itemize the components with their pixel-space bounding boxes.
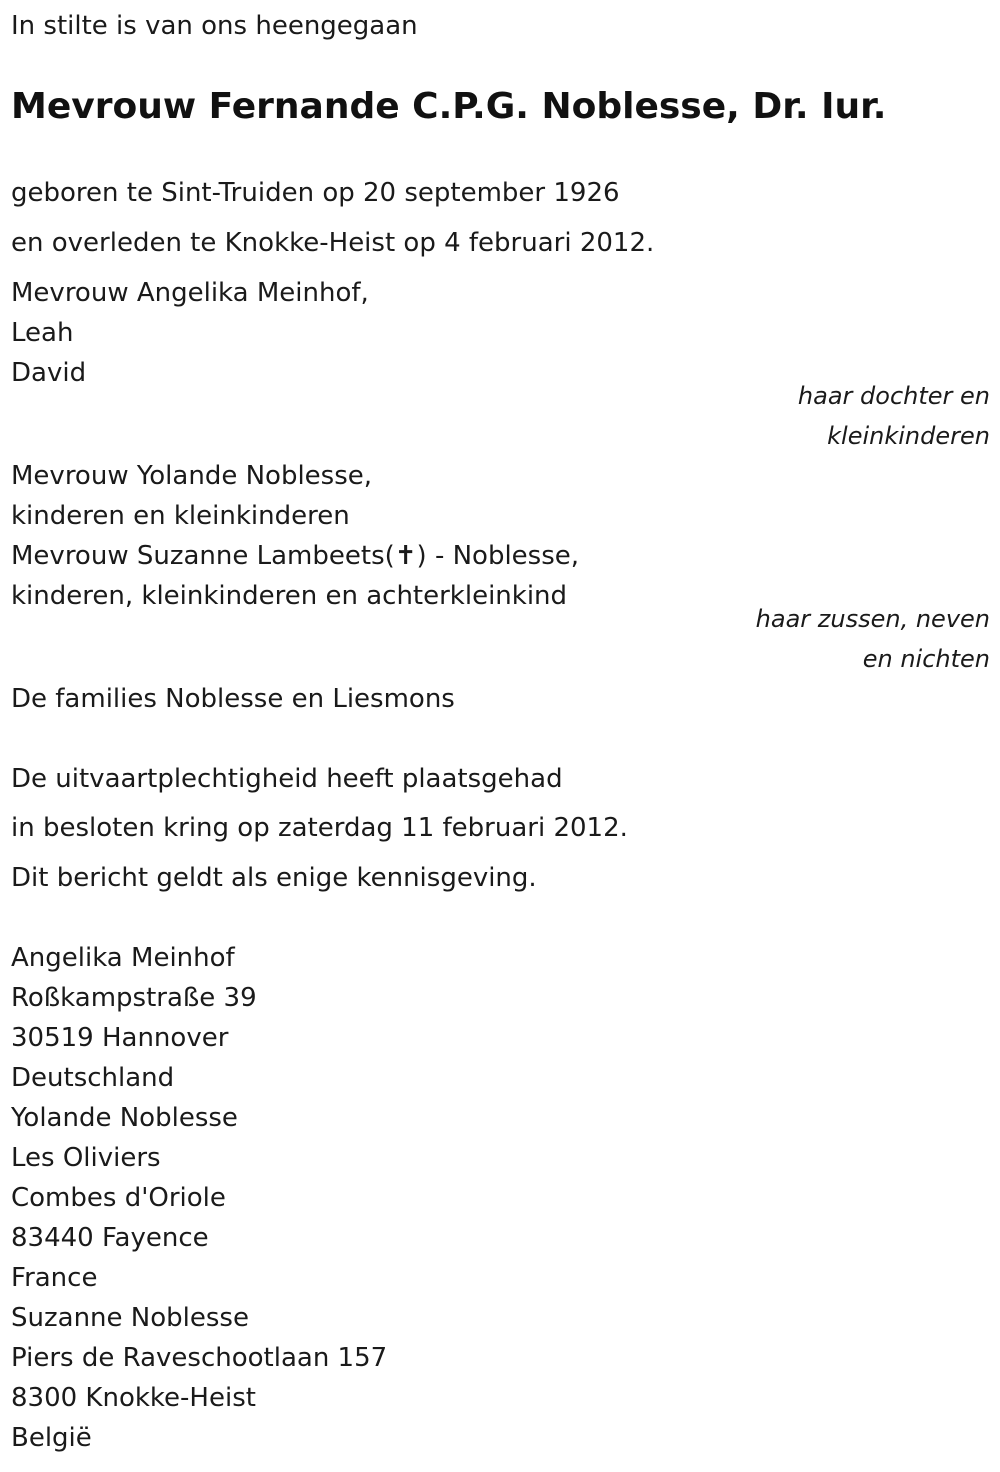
relation-label: en nichten — [862, 645, 990, 673]
address-line: France — [11, 1263, 98, 1293]
address-line: Yolande Noblesse — [11, 1103, 238, 1133]
family-line: Leah — [11, 318, 74, 348]
address-line: België — [11, 1423, 92, 1453]
address-line: Piers de Raveschootlaan 157 — [11, 1343, 388, 1373]
funeral-line: Dit bericht geldt als enige kennisgeving. — [11, 863, 537, 893]
address-line: 83440 Fayence — [11, 1223, 209, 1253]
family-line: Mevrouw Yolande Noblesse, — [11, 461, 373, 491]
death-text: en overleden te Knokke-Heist op 4 februari 2012. — [11, 228, 655, 258]
address-line: Deutschland — [11, 1063, 175, 1093]
family-line: David — [11, 358, 87, 388]
address-line: Combes d'Oriole — [11, 1183, 226, 1213]
funeral-line: in besloten kring op zaterdag 11 februari 2012. — [11, 813, 628, 843]
family-line: Mevrouw Angelika Meinhof, — [11, 278, 369, 308]
family-line: Mevrouw Suzanne Lambeets(✝) - Noblesse, — [11, 541, 580, 571]
relation-label: kleinkinderen — [827, 422, 990, 450]
family-line: kinderen, kleinkinderen en achterkleinkind — [11, 581, 568, 611]
address-line: 30519 Hannover — [11, 1023, 229, 1053]
intro-text: In stilte is van ons heengegaan — [11, 11, 418, 41]
address-line: Suzanne Noblesse — [11, 1303, 249, 1333]
address-line: Roßkampstraße 39 — [11, 983, 257, 1013]
address-line: Les Oliviers — [11, 1143, 161, 1173]
family-line: kinderen en kleinkinderen — [11, 501, 350, 531]
relation-label: haar dochter en — [797, 382, 990, 410]
deceased-name: Mevrouw Fernande C.P.G. Noblesse, Dr. Iur. — [11, 86, 887, 127]
funeral-line: De uitvaartplechtigheid heeft plaatsgehad — [11, 764, 563, 794]
relation-label: haar zussen, neven — [755, 605, 990, 633]
families-text: De families Noblesse en Liesmons — [11, 684, 455, 714]
address-line: Angelika Meinhof — [11, 943, 235, 973]
birth-text: geboren te Sint-Truiden op 20 september 1926 — [11, 178, 620, 208]
address-line: 8300 Knokke-Heist — [11, 1383, 256, 1413]
